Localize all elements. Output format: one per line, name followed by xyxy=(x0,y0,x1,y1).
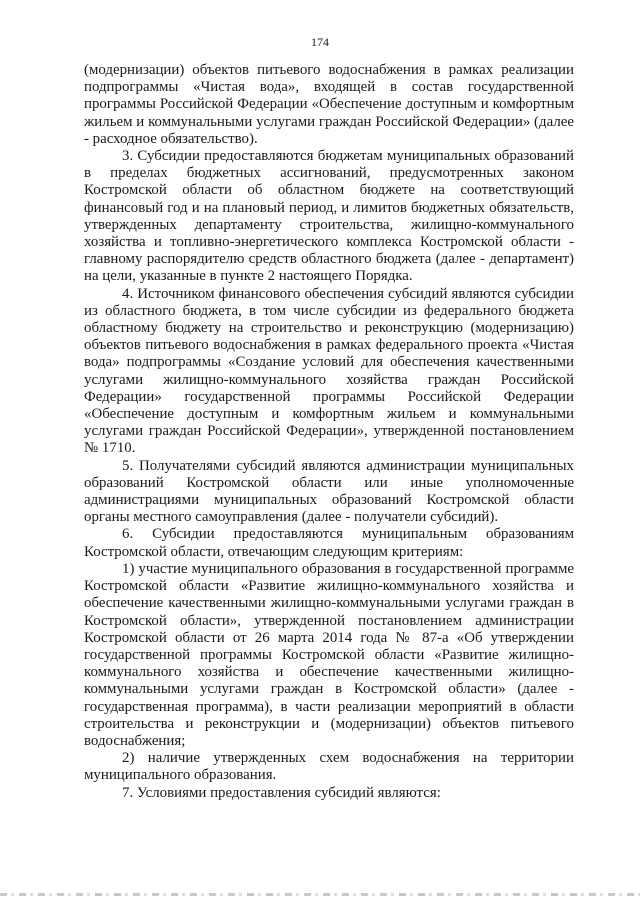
criterion-2: 2) наличие утвержденных схем водоснабжения на территории муниципального образования. xyxy=(84,750,574,784)
scan-bottom-edge xyxy=(0,893,640,896)
paragraph-continuation: (модернизации) объектов питьевого водоснабжения в рамках реализации подпрограммы «Чистая вода», входящей в состав государственной программы Российской Федерации «Обеспечение доступным и комфортным жильем и коммунальными услугами граждан Российской Федерации» (далее - расходное обязательство). xyxy=(84,62,574,147)
paragraph-item-4: 4. Источником финансового обеспечения субсидий являются субсидии из областного бюджета, в том числе субсидии из федерального бюджета областному бюджету на строительство и реконструкцию (модернизацию) объектов питьевого водоснабжения в рамках федерального проекта «Чистая вода» подпрограммы «Создание условий для обеспечения качественными услугами жилищно-коммунального хозяйства граждан Российской Федерации» государственной программы Российской Федерации «Обеспечение доступным и комфортным жильем и коммунальными услугами граждан Российской Федерации», утвержденной постановлением № 1710. xyxy=(84,285,574,457)
page-number: 174 xyxy=(311,35,329,49)
criterion-1: 1) участие муниципального образования в государственной программе Костромской области «Развитие жилищно-коммунального хозяйства и обеспечение качественными жилищно-коммунальными услугами граждан в Костромской области», утвержденной постановлением администрации Костромской области от 26 марта 2014 года № 87-а «Об утверждении государственной программы Костромской области «Развитие жилищно-коммунального хозяйства и обеспечение качественными жилищно-коммунальными услугами граждан в Костромской области» (далее - государственная программа), в части реализации мероприятий в области строительства и реконструкции и (модернизации) объектов питьевого водоснабжения; xyxy=(84,560,574,749)
paragraph-item-3: 3. Субсидии предоставляются бюджетам муниципальных образований в пределах бюджетных ассигнований, предусмотренных законом Костромской области об областном бюджете на соответствующий финансовый год и на плановый период, и лимитов бюджетных обязательств, утвержденных департаменту строительства, жилищно-коммунального хозяйства и топливно-энергетического комплекса Костромской области - главному распорядителю средств областного бюджета (далее - департамент) на цели, указанные в пункте 2 настоящего Порядка. xyxy=(84,148,574,285)
paragraph-item-7: 7. Условиями предоставления субсидий являются: xyxy=(122,784,441,801)
document-body xyxy=(84,62,574,802)
paragraph-item-6: 6. Субсидии предоставляются муниципальным образованиям Костромской области, отвечающим следующим критериям: xyxy=(84,526,574,560)
paragraph-item-5: 5. Получателями субсидий являются администрации муниципальных образований Костромской области или иные уполномоченные администрациями муниципальных образований Костромской области органы местного самоуправления (далее - получатели субсидий). xyxy=(84,457,574,526)
